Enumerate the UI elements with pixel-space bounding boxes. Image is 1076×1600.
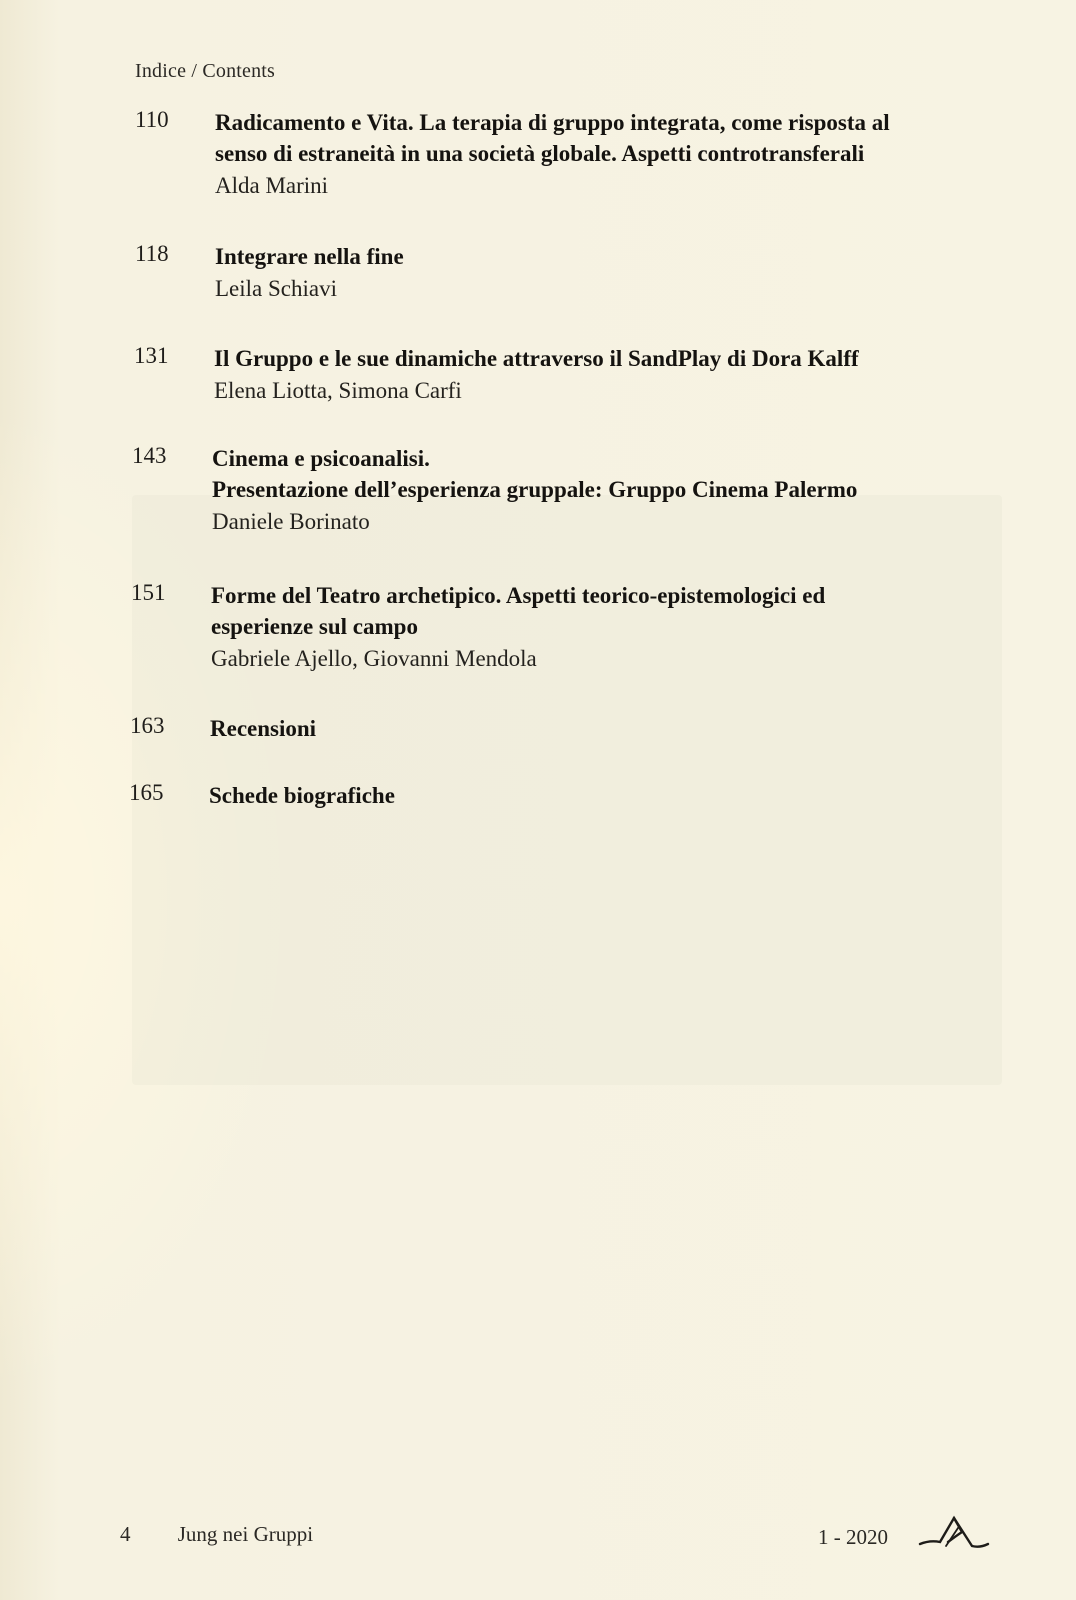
toc-title-line: Radicamento e Vita. La terapia di gruppo integrata, come risposta al [215, 110, 890, 135]
footer-journal-title: Jung nei Gruppi [177, 1522, 314, 1546]
toc-page-number: 151 [131, 580, 166, 605]
toc-author: Daniele Borinato [212, 509, 370, 534]
footer-page-number: 4 [120, 1522, 131, 1546]
toc-title [212, 443, 982, 505]
toc-title-line: Schede biografiche [209, 783, 395, 808]
toc-page-number: 110 [135, 107, 169, 132]
toc-title-line: Recensioni [210, 716, 317, 741]
toc-title [210, 713, 980, 744]
toc-title-line: Integrare nella fine [215, 244, 404, 269]
toc-title [211, 580, 981, 642]
toc-title [215, 241, 985, 272]
toc-title [209, 780, 979, 811]
toc-title [215, 107, 985, 169]
toc-page-number: 143 [132, 443, 167, 468]
toc-title [214, 343, 984, 374]
toc-author: Alda Marini [215, 173, 329, 198]
toc-page-number: 165 [129, 780, 164, 805]
footer-issue: 1 - 2020 [818, 1525, 888, 1549]
toc-author: Leila Schiavi [215, 276, 337, 301]
toc-title-line: Il Gruppo e le sue dinamiche attraverso il SandPlay di Dora Kalff [214, 346, 859, 371]
running-head: Indice / Contents [135, 60, 276, 82]
toc-author: Gabriele Ajello, Giovanni Mendola [211, 646, 537, 671]
toc-title-line: Forme del Teatro archetipico. Aspetti teorico-epistemologici ed [211, 583, 826, 608]
toc-title-line: Cinema e psicoanalisi. [212, 446, 430, 471]
toc-title-line: esperienze sul campo [211, 614, 418, 639]
toc-title-line: Presentazione dell’esperienza gruppale: Gruppo Cinema Palermo [212, 477, 858, 502]
toc-author: Elena Liotta, Simona Carfi [214, 378, 462, 403]
toc-page-number: 163 [130, 713, 165, 738]
publisher-logo-icon [918, 1512, 990, 1550]
toc-title-line: senso di estraneità in una società globale. Aspetti controtransferali [215, 141, 865, 166]
toc-page-number: 118 [135, 241, 169, 266]
toc-page-number: 131 [134, 343, 169, 368]
footer-left [120, 1522, 313, 1547]
